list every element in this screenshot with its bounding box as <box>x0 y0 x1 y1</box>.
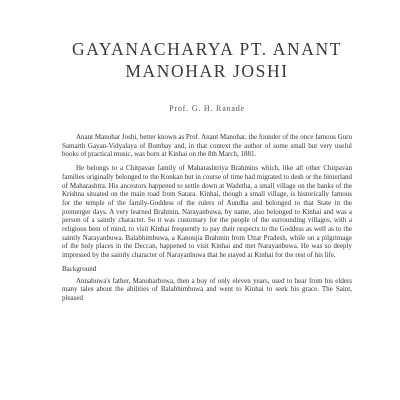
body-paragraph: He belongs to a Chitpavan family of Maharashtriya Brahmins which, like all other Chitpavan families originally belonged to the Konkan but in course of time had migrated to desh or the hinterland of Maharashtra. His ancestors happened to settle down at Wadetha, a small village on the banks of the Krishna situated on the main road from Satara. Kinhai, though a small village, is historically famous for the temple of the family-Goddess of the rulers of Aundha and belonged to that State in the premerger days. A very learned Brahmin, Narayanbuwa, by name, also belonged to Kinhai and was a person of a saintly character. So it was customary for the people of the surrounding villages, with a religious bent of mind, to visit Kinhai frequently to pay their respects to the Goddess as well as to the saintly Narayanbuwa. Balabhimbuwa, a Kanoujia Brahmin from Uttar Pradesh, while on a pilgrimage of the holy places in the Deccan, happened to visit Kinhai and met Narayanbuwa. He was so deeply impressed by the saintly character of Narayanbuwa that he stayed at Kinhai for the rest of his life. <box>62 164 352 260</box>
body-paragraph: Anant Manohar Joshi, better known as Prof. Anant Manohar, the founder of the once famous Guru Samarth Gayan-Vidyalaya of Bombay and, in that context the author of some small but very useful books of practical music, was born at Kinhai on the 8th March, 1881. <box>62 133 352 159</box>
body-paragraph: Annabuwa's father, Manoharbuwa, then a boy of only eleven years, used to hear from his elders many tales about the abilities of Balabhimbuwa and went to Kinhai to seek his grace. The Saint, pleased <box>62 276 352 302</box>
article-title <box>62 0 352 82</box>
article-title-line-1: GAYANACHARYA PT. ANANT <box>71 39 343 59</box>
article-body <box>62 133 352 303</box>
article-title-line-2: MANOHAR JOSHI <box>125 61 289 81</box>
author-byline: Prof. G. H. Ranade <box>169 104 245 113</box>
section-heading: Background <box>62 264 97 273</box>
